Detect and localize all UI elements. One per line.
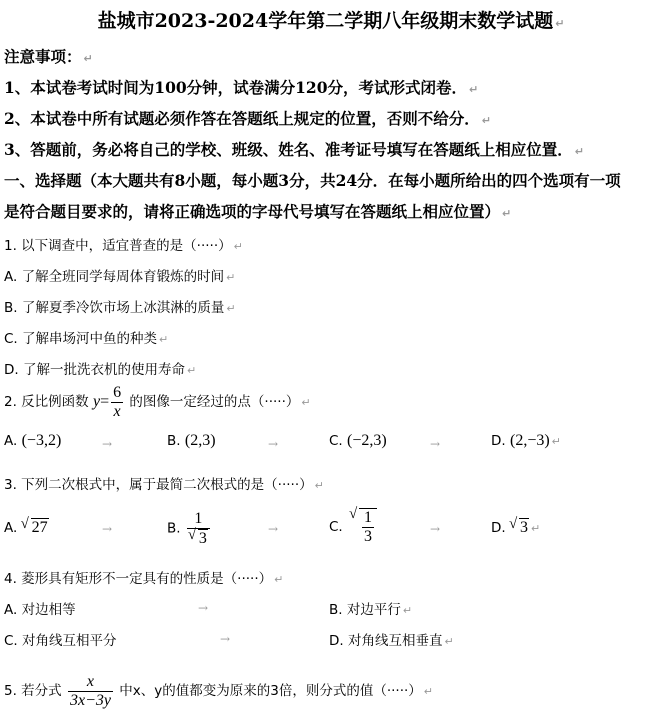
q4-option-d: D. 对角线互相垂直 ↵ — [329, 633, 454, 649]
q3-option-c: C. √ $\frac{1}{3}$ — [329, 508, 377, 545]
q1-option-c: C. 了解串场河中鱼的种类 ↵ — [4, 331, 169, 347]
tab-arrow: → — [220, 632, 231, 646]
tab-arrow: → — [268, 522, 279, 536]
q3-option-d: D. √ 3 ↵ — [491, 518, 540, 537]
q2-option-d: D. (2,−3) ↵ — [491, 432, 561, 449]
tab-arrow: → — [268, 437, 279, 451]
q3-option-a: A. √ 27 — [4, 518, 49, 537]
tab-arrow: → — [102, 437, 113, 451]
q2-stem: 2. 反比例函数 y= $\frac{6}{x}$ 的图像一定经过的点（·····） ↵ — [4, 384, 311, 420]
notice-heading: 注意事项： ↵ — [4, 47, 93, 66]
notice-item-1: 1、本试卷考试时间为100分钟，试卷满分120分，考试形式闭卷． ↵ — [4, 78, 479, 97]
q1-stem: 1. 以下调查中，适宜普查的是（·····） ↵ — [4, 238, 243, 254]
q5-fraction: $\frac{x}{3x-3y}$ — [69, 673, 111, 709]
q4-option-c: C. 对角线互相平分 — [4, 633, 117, 649]
q2-option-a: A. (−3,2) — [4, 432, 62, 449]
tab-arrow: → — [198, 601, 209, 615]
q4-option-a: A. 对边相等 — [4, 602, 76, 618]
q3-option-b: B. 1 √ 3 — [167, 510, 212, 547]
tab-arrow: → — [430, 522, 441, 536]
notice-item-3: 3、答题前，务必将自己的学校、班级、姓名、准考证号填写在答题纸上相应位置． ↵ — [4, 140, 585, 159]
notice-item-2: 2、本试卷中所有试题必须作答在答题纸上规定的位置，否则不给分． ↵ — [4, 109, 492, 128]
q2-fraction: $\frac{6}{x}$ — [113, 384, 122, 420]
q5-stem: 5. 若分式 $\frac{x}{3x-3y}$ 中x、y的值都变为原来的3倍，则分式的值（·····） ↵ — [4, 673, 434, 709]
exam-title: 盐城市2023-2024学年第二学期八年级期末数学试题 ↵ — [97, 10, 565, 32]
q1-option-b: B. 了解夏季冷饮市场上冰淇淋的质量 ↵ — [4, 300, 236, 316]
tab-arrow: → — [102, 522, 113, 536]
q3-stem: 3. 下列二次根式中，属于最简二次根式的是（·····） ↵ — [4, 477, 324, 493]
q4-option-b: B. 对边平行 ↵ — [329, 602, 413, 618]
section1-line1: 一、选择题（本大题共有8小题，每小题3分，共24分．在每小题所给出的四个选项有一项 — [4, 171, 621, 190]
tab-arrow: → — [430, 437, 441, 451]
section1-line2: 是符合题目要求的，请将正确选项的字母代号填写在答题纸上相应位置） ↵ — [4, 202, 512, 221]
q1-option-d: D. 了解一批洗衣机的使用寿命 ↵ — [4, 362, 197, 378]
q2-option-b: B. (2,3) — [167, 432, 216, 449]
q1-option-a: A. 了解全班同学每周体育锻炼的时间 ↵ — [4, 269, 236, 285]
q4-stem: 4. 菱形具有矩形不一定具有的性质是（·····） ↵ — [4, 571, 284, 587]
q2-option-c: C. (−2,3) — [329, 432, 387, 449]
